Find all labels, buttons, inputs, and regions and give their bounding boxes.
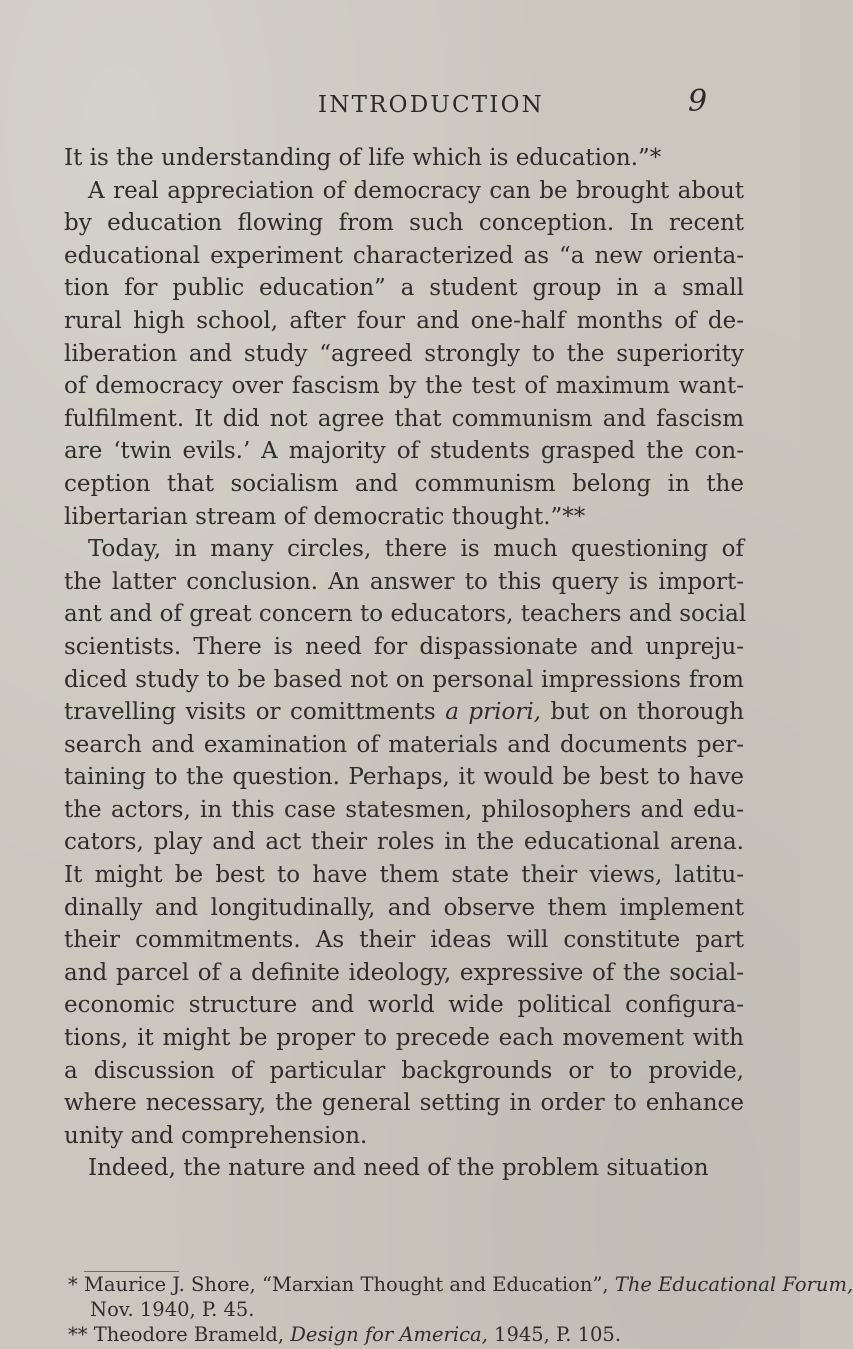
text-line: tions, it might be proper to precede each movement with	[64, 1025, 744, 1052]
text-line: rural high school, after four and one-half months of de-	[64, 307, 744, 334]
text-line: scientists. There is need for dispassionate and unpreju-	[64, 633, 744, 660]
footnote-text: Nov. 1940, P. 45.	[90, 1298, 255, 1321]
text-line: a discussion of particular backgrounds or to provide,	[64, 1057, 744, 1084]
text-line: search and examination of materials and documents per-	[64, 731, 744, 758]
text-line: ant and of great concern to educators, teachers and social	[64, 601, 747, 628]
text-line: are ‘twin evils.’ A majority of students grasped the con-	[64, 438, 744, 465]
text-line: libertarian stream of democratic thought.”**	[64, 503, 586, 530]
text-line: Today, in many circles, there is much questioning of	[88, 536, 744, 563]
text-line: unity and comprehension.	[64, 1122, 368, 1149]
text-line: and parcel of a definite ideology, expressive of the social-	[64, 959, 744, 986]
text-line: A real appreciation of democracy can be brought about	[88, 177, 744, 204]
body-text	[64, 142, 747, 1185]
footnote-text: 1945, P. 105.	[494, 1323, 622, 1346]
running-title: INTRODUCTION	[318, 92, 544, 118]
footnote-text: Theodore Brameld,	[93, 1323, 285, 1346]
text-line: ception that socialism and communism belong in the	[64, 470, 744, 497]
text-line: It is the understanding of life which is education.”*	[64, 145, 662, 171]
footnote-italic: The Educational Forum,	[614, 1273, 853, 1296]
text-line: Indeed, the nature and need of the problem situation	[88, 1155, 709, 1182]
text-segment: but on thorough	[550, 699, 745, 726]
running-head	[0, 84, 800, 128]
text-line: their commitments. As their ideas will constitute part	[64, 927, 744, 954]
text-line: of democracy over fascism by the test of maximum want-	[64, 373, 744, 400]
text-line: dinally and longitudinally, and observe them implement	[64, 894, 744, 921]
text-line: diced study to be based not on personal impressions from	[64, 666, 744, 693]
footnotes	[68, 1272, 853, 1347]
page-number: 9	[688, 84, 708, 119]
footnote-1	[68, 1272, 853, 1297]
text-line: It might be best to have them state their views, latitu-	[64, 862, 744, 889]
footnote-italic: Design for America,	[290, 1323, 488, 1346]
footnote-text: Maurice J. Shore, “Marxian Thought and Education”,	[83, 1273, 609, 1296]
text-line: liberation and study “agreed strongly to the superiority	[64, 340, 744, 367]
text-line: taining to the question. Perhaps, it would be best to have	[64, 764, 744, 791]
footnote-2	[68, 1322, 744, 1347]
text-line-with-italic	[64, 696, 744, 729]
text-line: where necessary, the general setting in order to enhance	[64, 1090, 744, 1117]
text-line: economic structure and world wide political configura-	[64, 992, 744, 1019]
text-line: by education flowing from such conception. In recent	[64, 210, 744, 237]
footnote-marker: **	[68, 1323, 88, 1346]
text-line: the actors, in this case statesmen, philosophers and edu-	[64, 796, 744, 823]
text-line: educational experiment characterized as “a new orienta-	[64, 242, 744, 269]
text-line: cators, play and act their roles in the educational arena.	[64, 829, 744, 856]
text-segment: travelling visits or comittments	[64, 699, 436, 726]
footnote-marker: *	[68, 1273, 78, 1296]
footnote-1-continued	[68, 1297, 744, 1322]
italic-phrase: a priori,	[445, 699, 541, 726]
text-line: fulfilment. It did not agree that communism and fascism	[64, 405, 744, 432]
text-line: the latter conclusion. An answer to this query is import-	[64, 568, 744, 595]
text-line: tion for public education” a student group in a small	[64, 275, 744, 302]
